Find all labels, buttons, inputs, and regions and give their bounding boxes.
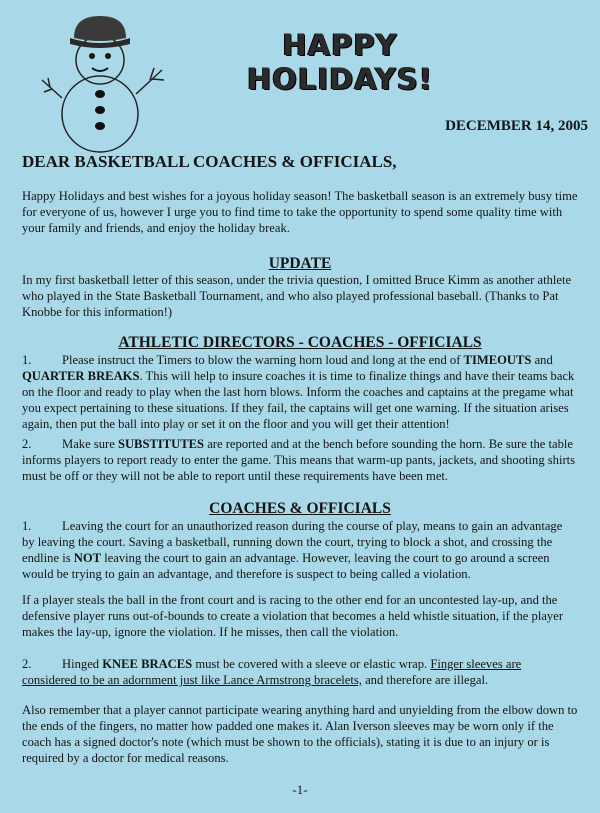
salutation: DEAR BASKETBALL COACHES & OFFICIALS, — [22, 152, 397, 171]
snowman-icon — [22, 10, 182, 160]
item-text: Hinged — [62, 657, 103, 671]
item-text: must be covered with a sleeve or elastic wrap. — [192, 657, 431, 671]
steal-paragraph: If a player steals the ball in the front court and is racing to the other end for an uncontested lay-up, and the defensive player runs out-of-bounds to create a violation that becomes a held whistle situation, if the player makes the lay-up, ignore the violation. If he misses, then call the violation. — [22, 593, 564, 639]
co-item-1 — [22, 518, 578, 582]
item-number: 2. — [22, 437, 32, 451]
item-text: leaving the court to gain an advantage. However, leaving the court to go around a screen would be trying to gain an advantage, and therefore is suspect to being called a violation. — [22, 551, 550, 581]
update-paragraph: In my first basketball letter of this season, under the trivia question, I omitted Bruce Kimm as another athlete who played in the State Basketball Tournament, and who also played professional baseball. (Thanks to Pat Knobbe for this information!) — [22, 273, 572, 319]
ad-item-1 — [22, 352, 578, 432]
letter-date: DECEMBER 14, 2005 — [445, 118, 588, 134]
closing-paragraph: Also remember that a player cannot participate wearing anything hard and unyielding from the elbow down to the ends of the fingers, no matter how padded one makes it. Alan Iverson sleeves may be worn only if the coach has a signed doctor's note (which must be shown to the officials), stating it is due to an injury or is required by a doctor for medical reasons. — [22, 703, 578, 765]
item-text: Make sure — [62, 437, 118, 451]
item-number: 2. — [22, 657, 32, 671]
item-number: 1. — [22, 353, 32, 367]
item-text: Please instruct the Timers to blow the warning horn loud and long at the end of — [62, 353, 464, 367]
item-text: . This will help to insure coaches it is time to finalize things and have their teams back on the floor and ready to play when the last horn blows. Inform the coaches and captains at the pregame what you expect pertaining to these situations. If they fail, the captains will get one warning. If the situation arises again, then put the ball into play or set it on the floor and you will get their attention! — [22, 369, 575, 431]
page-title: HAPPY HOLIDAYS! — [246, 28, 434, 96]
co-section-heading: COACHES & OFFICIALS — [209, 500, 391, 517]
item-emphasis: KNEE BRACES — [102, 657, 193, 671]
item-text: and — [531, 353, 553, 367]
intro-paragraph: Happy Holidays and best wishes for a joyous holiday season! The basketball season is an extremely busy time for everyone of us, however I urge you to find time to take the opportunity to spend some quality time with your family and friends, and enjoy the holiday break. — [22, 189, 578, 235]
ad-item-2 — [22, 436, 578, 484]
update-heading: UPDATE — [268, 255, 332, 272]
item-emphasis: NOT — [73, 551, 102, 565]
item-text: Leaving the court for an unauthorized reason during the course of play, means to gain an advantage by leaving the court. Saving a basketball, running down the court, trying to block a shot, and crossing the endline is — [22, 519, 563, 565]
co-item-2 — [22, 656, 578, 688]
ad-section-heading: ATHLETIC DIRECTORS - COACHES - OFFICIALS — [118, 334, 482, 351]
item-emphasis: QUARTER BREAKS — [22, 369, 140, 383]
underlined-text: Finger sleeves are considered to be an adornment just like Lance Armstrong bracelets, — [22, 657, 522, 687]
item-number: 1. — [22, 519, 32, 533]
item-emphasis: SUBSTITUTES — [117, 437, 205, 451]
item-text: and therefore are illegal. — [361, 673, 489, 687]
item-emphasis: TIMEOUTS — [463, 353, 532, 367]
page-number: -1- — [292, 782, 308, 797]
item-text: are reported and at the bench before sounding the horn. Be sure the table informs players to report ready to enter the game. This means that warm-up pants, jackets, and shooting shirts must be off or they will not be able to report until these requirements have been met. — [22, 437, 576, 483]
